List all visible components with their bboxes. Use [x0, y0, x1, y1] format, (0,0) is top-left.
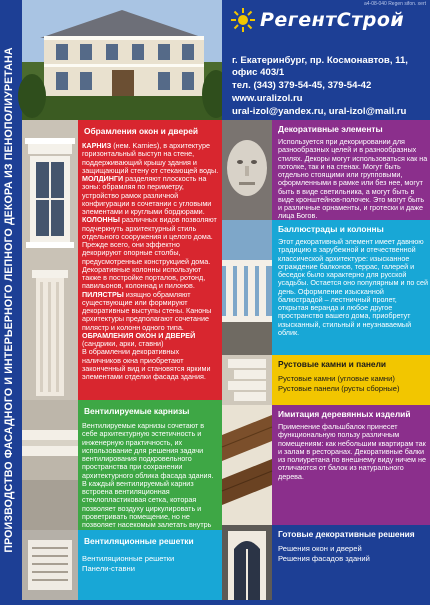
section-title-wood: Имитация деревянных изделий	[278, 409, 411, 419]
section-rust	[222, 355, 430, 405]
window-frame-image	[22, 120, 78, 400]
hero-building-image	[22, 0, 222, 120]
website-link[interactable]: www.uralizol.ru	[232, 93, 303, 104]
wood-description: Применение фальшбалок принесет функциональную пользу различным помещениям: как небольшим квартирам так и залам в ресторанах. Декоративные балки из полиуретана по внешнему виду ничем не отличаются от балок из натурального дерева.	[278, 422, 426, 481]
ready-item-1: Решения окон и дверей	[278, 544, 362, 553]
windows-description: КАРНИЗ (нем. Karnies), в архитектуре горизонтальный выступ на стене, поддерживающий крышу здания и защищающий стену от стекающей воды. МОЛДИНГИ разделяют плоскость на зоны: обрамляя по периметру, устройство рамок различной конфигурации в сочетании с угловыми элементами и круглыми бордюрами. КОЛОННЫ различных видов позволяют подчеркнуть архитектурный стиль отдельного сооружения и целого дома. Прежде всего, они эффектно декорируют опорные столбы, предусмотренные конструкцией дома. Декоративные колонны используют также в постройке порталов, ротонд, павильонов, колоннад и пилонов. ПИЛЯСТРЫ изящно обрамляют существующие или формируют декоративные выступы стены. Каноны архитектуры предполагают сочетание пилястр и колонн одного типа. ОБРАМЛЕНИЯ ОКОН И ДВЕРЕЙ (сандрики, арки, ставни) В обрамлении декоративных наличников окна приобретают законченный вид и становятся яркими элементами отделки фасада здания.	[82, 141, 219, 381]
grates-item-1: Вентиляционные решетки	[82, 554, 175, 563]
balustrade-image	[222, 220, 272, 355]
rust-list	[278, 374, 428, 393]
ready-item-2: Решения фасадов зданий	[278, 553, 370, 563]
section-title-grates: Вентиляционные решетки	[84, 536, 194, 546]
ready-list	[278, 544, 428, 563]
cornice-image	[22, 400, 78, 530]
section-windows-doors	[22, 120, 222, 400]
door-image	[222, 525, 272, 600]
grate-image	[22, 530, 78, 600]
section-title-vent: Вентилируемые карнизы	[84, 406, 190, 416]
rust-stone-image	[222, 355, 272, 405]
decor-face-image	[222, 120, 272, 220]
section-ready-solutions	[222, 525, 430, 600]
section-balustrades	[222, 220, 430, 355]
sun-logo-icon	[230, 7, 256, 33]
section-title-windows: Обрамления окон и дверей	[84, 126, 199, 136]
section-title-decor: Декоративные элементы	[278, 124, 383, 134]
section-title-ready: Готовые декоративные решения	[278, 529, 415, 539]
rust-item-2: Рустовые панели (русты сборные)	[278, 383, 400, 393]
section-wood-imitation	[222, 405, 430, 525]
grates-item-2: Панели-ставни	[82, 564, 135, 573]
address-line-1: г. Екатеринбург, пр. Космонавтов, 11,	[232, 55, 408, 66]
section-vent-grates	[22, 530, 222, 600]
decor-description: Используется при декорировании для разнообразных целей и в разнообразных стилях. Декоры могут использоваться как на потолке, так и на стенах. Могут быть отдельно стоящими или групповыми, оформленными в рамке или без нее, могут быть в виде светильника, а могут быть в виде кронштейнов-полочек. Это могут быть и различные орнаменты, и гротески и даже лица Богов.	[278, 137, 428, 221]
wood-beam-image	[222, 405, 272, 525]
print-code: a4-08-040 Regen sifon. xert	[364, 1, 426, 7]
address-line-2: офис 403/1	[232, 67, 285, 78]
phones: тел. (343) 379-54-45, 379-54-42	[232, 80, 372, 91]
logo	[230, 7, 404, 33]
grates-list	[82, 554, 220, 574]
vent-description: Вентилируемые карнизы сочетают в себе архитектурную эстетичность и инженерную практичность, их использование для решения задачи вентилирования подкровельного пространства при сохранении архитектурного облика фасада здания. В каждый вентилируемый карниз встроена вентиляционная стеклопластиковая сетка, которая позволяет воздуху циркулировать и проветривать помещение, но не позволяет насекомым залетать внутрь	[82, 421, 214, 529]
section-ventilated-cornices	[22, 400, 222, 530]
section-decor	[222, 120, 430, 220]
header-contact-block	[222, 0, 430, 120]
emails[interactable]: ural-izol@yandex.ru, ural-izol@mail.ru	[232, 106, 407, 117]
rust-item-1: Рустовые камни (угловые камни)	[278, 374, 395, 383]
section-title-rust: Рустовые камни и панели	[278, 359, 387, 369]
balustrades-description: Этот декоративный элемент имеет давнюю традицию в зарубежной и отечественной классической архитектуре: изысканное ограждение балконов, террас, галерей и беседок было характерно для русской усадьбы. Остается оно популярным и по сей день. Оформление изысканной балюстрадой – лестничный пролет, открытая веранда и любое другое пространство вашего дома, приобретут изысканный, стильный и неузнаваемый облик.	[278, 237, 429, 337]
vertical-title: ПРОИЗВОДСТВО ФАСАДНОГО И ИНТЕРЬЕРНОГО ЛЕПНОГО ДЕКОРА ИЗ ПЕНОПОЛИУРЕТАНА	[3, 47, 15, 553]
logo-text: РегентСтрой	[260, 9, 405, 31]
section-title-balustrades: Баллюстрады и колонны	[278, 224, 384, 234]
